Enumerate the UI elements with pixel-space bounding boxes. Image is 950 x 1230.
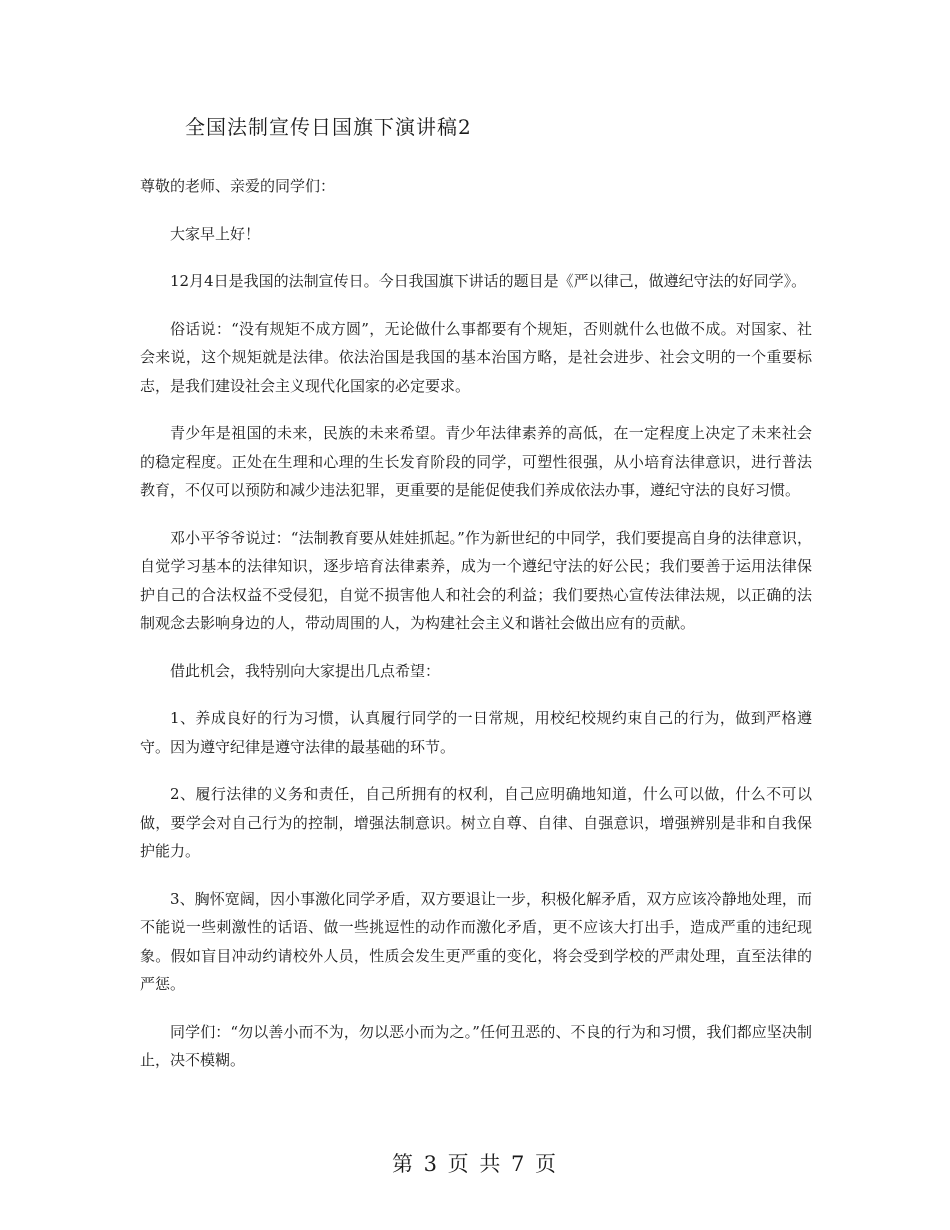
salutation: 尊敬的老师、亲爱的同学们：	[140, 177, 336, 195]
paragraph-hopes-intro: 借此机会，我特别向大家提出几点希望：	[170, 661, 441, 680]
paragraph-hope-3: 3、胸怀宽阔，因小事激化同学矛盾，双方要退让一步，积极化解矛盾，双方应该冷静地处理，而不能说一些刺激性的话语、做一些挑逗性的动作而激化矛盾，更不应该大打出手，造成严重的违纪现象。假如盲目冲动约请校外人员，性质会发生更严重的变化，将会受到学校的严肃处理，直至法律的严惩。	[140, 889, 812, 993]
paragraph-closing: 同学们：“勿以善小而不为，勿以恶小而为之。”任何丑恶的、不良的行为和习惯，我们都应坚决制止，决不模糊。	[140, 1022, 812, 1069]
paragraph-hope-2: 2、履行法律的义务和责任，自己所拥有的权利，自己应明确地知道，什么可以做，什么不可以做，要学会对自己行为的控制，增强法制意识。树立自尊、自律、自强意识，增强辨别是非和自我保护能力。	[140, 785, 812, 860]
paragraph-rules: 俗话说：“没有规矩不成方圆”，无论做什么事都要有个规矩，否则就什么也做不成。对国家、社会来说，这个规矩就是法律。依法治国是我国的基本治国方略，是社会进步、社会文明的一个重要标志，是我们建设社会主义现代化国家的必定要求。	[140, 319, 812, 395]
paragraph-quote: 邓小平爷爷说过：“法制教育要从娃娃抓起。”作为新世纪的中同学，我们要提高自身的法律意识，自觉学习基本的法律知识，逐步培育法律素养，成为一个遵纪守法的好公民；我们要善于运用法律保护自己的合法权益不受侵犯，自觉不损害他人和社会的利益；我们要热心宣传法律法规，以正确的法制观念去影响身边的人，带动周围的人，为构建社会主义和谐社会做出应有的贡献。	[140, 528, 812, 632]
page-number-footer: 第 3 页 共 7 页	[391, 1152, 559, 1176]
paragraph-greeting: 大家早上好！	[170, 224, 261, 243]
paragraph-youth: 青少年是祖国的未来，民族的未来希望。青少年法律素养的高低，在一定程度上决定了未来社会的稳定程度。正处在生理和心理的生长发育阶段的同学，可塑性很强，从小培育法律意识，进行普法教育，不仅可以预防和减少违法犯罪，更重要的是能促使我们养成依法办事，遵纪守法的良好习惯。	[140, 424, 812, 499]
document-title: 全国法制宣传日国旗下演讲稿2	[185, 115, 472, 139]
document-body	[140, 172, 812, 1094]
paragraph-hope-1: 1、养成良好的行为习惯，认真履行同学的一日常规，用校纪校规约束自己的行为，做到严格遵守。因为遵守纪律是遵守法律的最基础的环节。	[140, 709, 812, 756]
paragraph-topic: 12月4日是我国的法制宣传日。今日我国旗下讲话的题目是《严以律己，做遵纪守法的好同学》。	[170, 272, 807, 290]
